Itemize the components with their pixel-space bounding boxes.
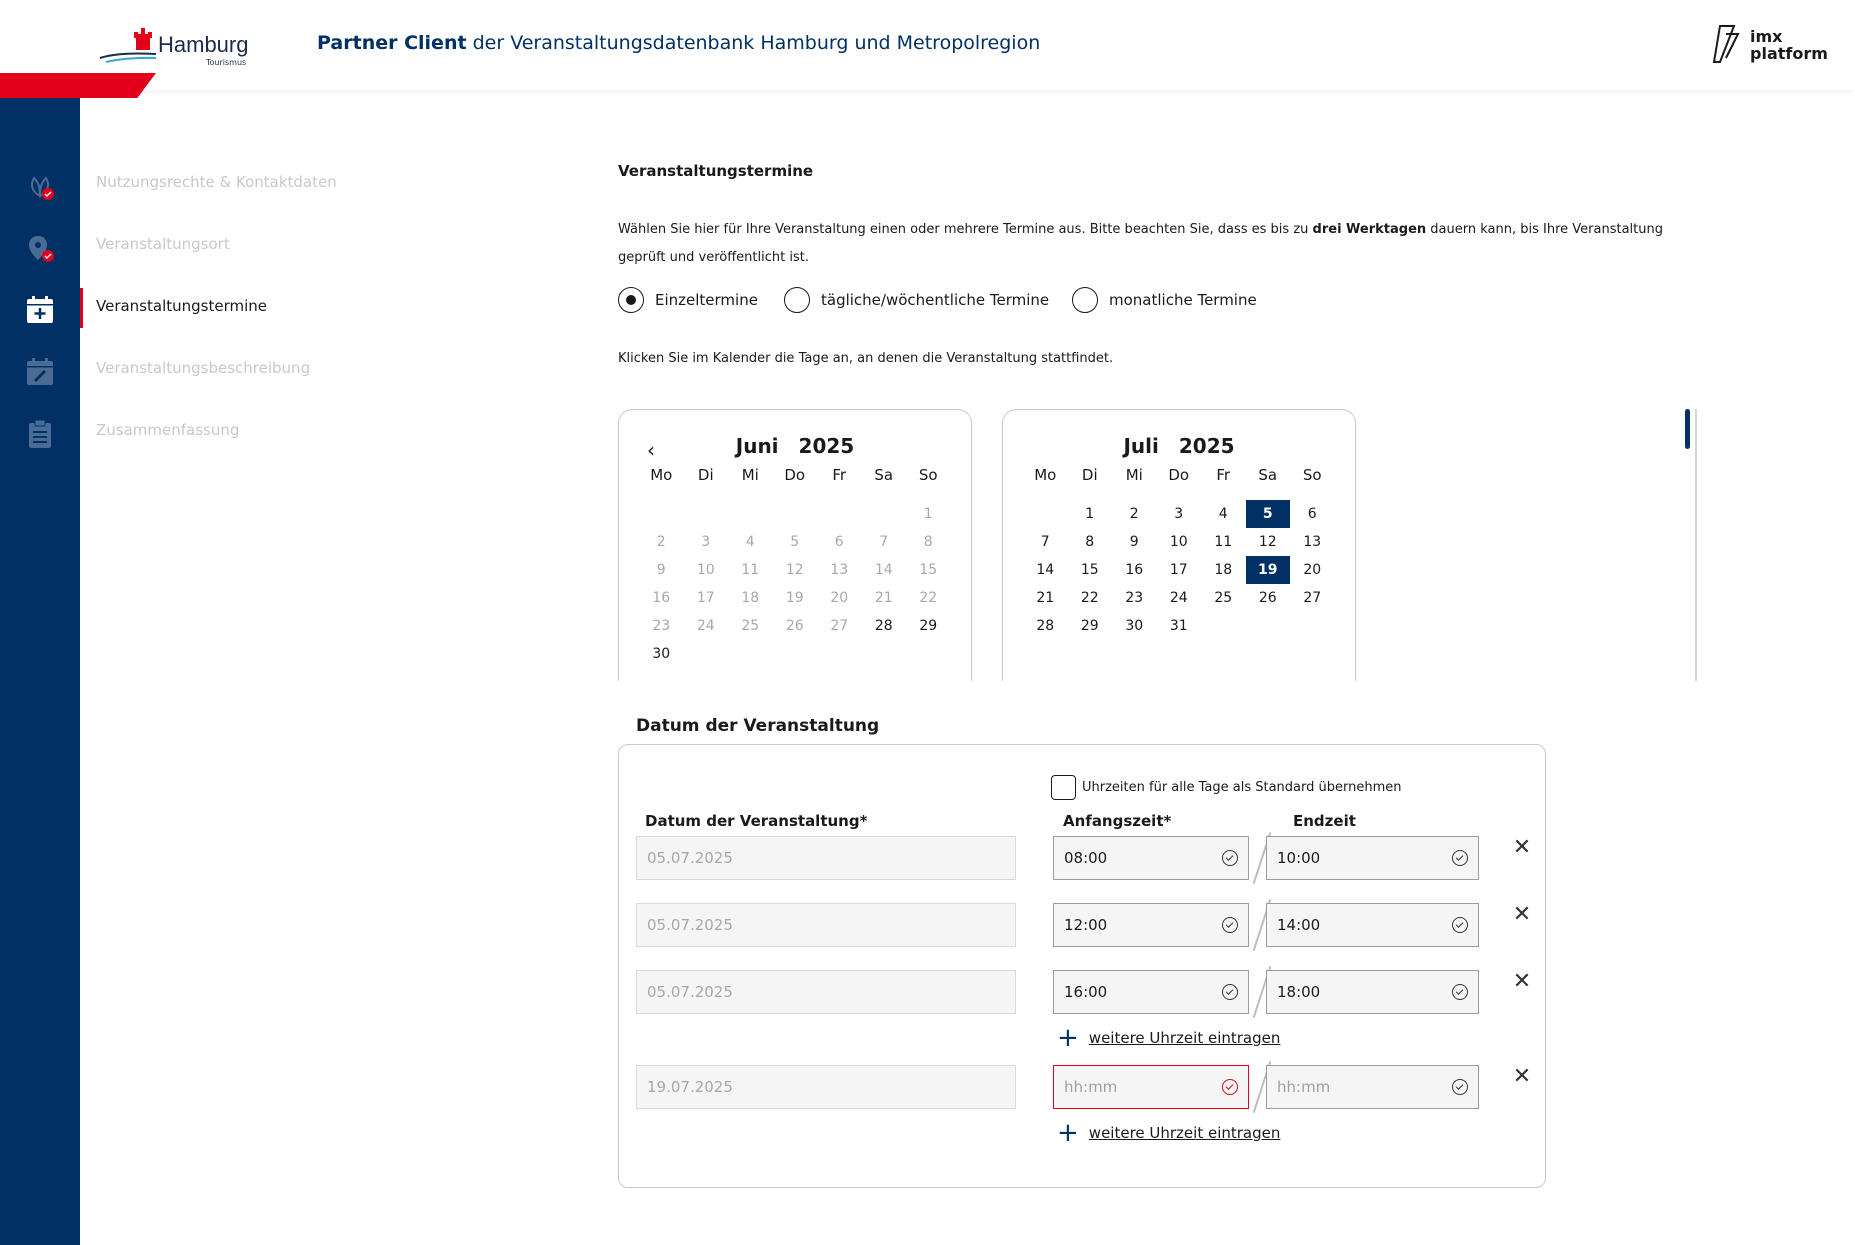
day-grid [1023, 500, 1335, 640]
start-time-placeholder: hh:mm [1064, 1078, 1118, 1096]
calendar-day[interactable]: 23 [1125, 590, 1144, 606]
weekday-label: So [1302, 466, 1322, 484]
calendar-day[interactable]: 6 [1307, 506, 1317, 522]
calendar-header [1003, 434, 1355, 458]
calendar-year: 2025 [1178, 434, 1235, 458]
calendar-day[interactable]: 1 [1085, 506, 1095, 522]
calendar-day[interactable]: 4 [1218, 506, 1228, 522]
calendar-day[interactable]: 27 [1303, 590, 1322, 606]
calendar-day[interactable]: 1 [923, 506, 933, 522]
imx-platform-logo[interactable] [1712, 24, 1828, 66]
clock-icon[interactable] [1222, 850, 1238, 866]
add-time-label: weitere Uhrzeit eintragen [1088, 1029, 1281, 1047]
radio-circle[interactable] [618, 287, 644, 313]
calendar-day[interactable]: 19 [785, 590, 804, 606]
add-time-label: weitere Uhrzeit eintragen [1088, 1124, 1281, 1142]
logo-subtext: Tourismus [206, 58, 247, 67]
radio-circle[interactable] [1072, 287, 1098, 313]
date-field: 05.07.2025 [636, 836, 1016, 880]
calendar-day[interactable]: 26 [1258, 590, 1277, 606]
chevron-left-icon[interactable]: ‹ [647, 438, 655, 462]
calendar-grid [639, 466, 951, 668]
calendar-empty-cell [639, 500, 684, 528]
calendar-day[interactable]: 10 [696, 562, 715, 578]
start-time-value: 16:00 [1064, 983, 1108, 1001]
add-time-link[interactable] [1057, 1023, 1281, 1053]
end-time-placeholder: hh:mm [1277, 1078, 1331, 1096]
date-field: 05.07.2025 [636, 903, 1016, 947]
date-field: 19.07.2025 [636, 1065, 1016, 1109]
calendar-empty-cell [728, 500, 773, 528]
calendar-empty-cell [817, 500, 862, 528]
weekday-label: So [918, 466, 938, 484]
calendar-header [619, 434, 971, 458]
calendar-day[interactable]: 11 [741, 562, 760, 578]
weekday-label: Sa [1258, 466, 1278, 484]
checkbox-label: Uhrzeiten für alle Tage als Standard übernehmen [1082, 780, 1402, 795]
calendar-day[interactable]: 3 [701, 534, 711, 550]
weekday-label: Mi [741, 466, 759, 484]
intro-part1: Wählen Sie hier für Ihre Veranstaltung einen oder mehrere Termine aus. Bitte beachten Sie, dass es bis zu [618, 222, 1313, 237]
calendar-day[interactable]: 8 [1085, 534, 1095, 550]
end-time-input[interactable] [1266, 903, 1479, 947]
start-time-input[interactable] [1053, 970, 1249, 1014]
clock-icon[interactable] [1452, 917, 1468, 933]
weekday-label: Do [784, 466, 806, 484]
calendar-day[interactable]: 9 [1129, 534, 1139, 550]
imx-logo-text [1750, 28, 1828, 62]
intro-text [618, 216, 1708, 272]
calendar-day[interactable]: 6 [834, 534, 844, 550]
calendar-day[interactable]: 24 [696, 618, 715, 634]
calendar-day-selected[interactable]: 19 [1246, 556, 1291, 584]
calendar-empty-cell [1023, 500, 1068, 528]
calendar-day[interactable]: 22 [919, 590, 938, 606]
calendar-day[interactable]: 24 [1169, 590, 1188, 606]
clipboard-icon[interactable] [24, 418, 56, 450]
start-time-value: 12:00 [1064, 916, 1108, 934]
calendar-day[interactable]: 3 [1174, 506, 1184, 522]
calendar-day[interactable]: 5 [790, 534, 800, 550]
calendar-day[interactable]: 15 [919, 562, 938, 578]
calendar-day[interactable]: 2 [656, 534, 666, 550]
calendar-day[interactable]: 27 [830, 618, 849, 634]
calendar-day[interactable]: 28 [1036, 618, 1055, 634]
clock-icon[interactable] [1222, 984, 1238, 1000]
calendar-day[interactable]: 7 [1040, 534, 1050, 550]
plant-check-icon[interactable] [24, 170, 56, 202]
brand-red-strip [0, 73, 156, 98]
clock-icon[interactable] [1452, 1079, 1468, 1095]
imx-logo-icon [1712, 24, 1742, 64]
weekday-label: Di [1081, 466, 1098, 484]
hamburg-logo[interactable] [98, 28, 258, 68]
clock-icon[interactable] [1222, 917, 1238, 933]
weekday-label: Sa [874, 466, 894, 484]
weekday-label: Mo [650, 466, 673, 484]
label-date: Datum der Veranstaltung* [645, 812, 868, 830]
app-header [0, 0, 1855, 90]
calendar-day[interactable]: 20 [830, 590, 849, 606]
location-check-icon[interactable] [24, 232, 56, 264]
calendar-day[interactable]: 18 [1214, 562, 1233, 578]
calendar-day[interactable]: 17 [696, 590, 715, 606]
weekday-label: Di [697, 466, 714, 484]
weekday-label: Fr [832, 466, 847, 484]
end-time-value: 18:00 [1277, 983, 1321, 1001]
calendar-day-selected[interactable]: 5 [1246, 500, 1291, 528]
calendar-day[interactable]: 8 [923, 534, 933, 550]
end-time-input[interactable] [1266, 836, 1479, 880]
calendar-year: 2025 [798, 434, 855, 458]
calendar-day[interactable]: 30 [1125, 618, 1144, 634]
start-time-input-error[interactable] [1053, 1065, 1249, 1109]
start-time-input[interactable] [1053, 836, 1249, 880]
calendar-grid [1023, 466, 1335, 640]
end-time-input[interactable] [1266, 970, 1479, 1014]
clock-icon[interactable] [1452, 984, 1468, 1000]
start-time-input[interactable] [1053, 903, 1249, 947]
calendar-day[interactable]: 12 [785, 562, 804, 578]
radio-taeglich-woechentlich[interactable] [784, 286, 1049, 314]
calendar-edit-icon[interactable] [24, 356, 56, 388]
weekday-label: Mi [1125, 466, 1143, 484]
radio-dot [626, 295, 636, 305]
clock-icon[interactable] [1222, 1079, 1238, 1095]
calendar-day[interactable]: 30 [652, 646, 671, 662]
calendar-june [618, 409, 972, 681]
weekday-row [1023, 466, 1335, 490]
step-veranstaltungsbeschreibung[interactable]: Veranstaltungsbeschreibung [96, 359, 311, 377]
calendar-day[interactable]: 28 [874, 618, 893, 634]
radio-circle[interactable] [784, 287, 810, 313]
calendar-scrollbar-thumb[interactable] [1685, 409, 1690, 449]
calendar-day[interactable]: 13 [1303, 534, 1322, 550]
section-title: Veranstaltungstermine [618, 162, 814, 180]
calendar-day[interactable]: 4 [745, 534, 755, 550]
calendar-day[interactable]: 29 [1080, 618, 1099, 634]
date-field: 05.07.2025 [636, 970, 1016, 1014]
start-time-value: 08:00 [1064, 849, 1108, 867]
calendar-empty-cell [773, 500, 818, 528]
calendar-day[interactable]: 12 [1258, 534, 1277, 550]
step-veranstaltungstermine[interactable]: Veranstaltungstermine [96, 297, 268, 315]
step-veranstaltungsort[interactable]: Veranstaltungsort [96, 235, 230, 253]
calendar-day[interactable]: 29 [919, 618, 938, 634]
checkbox-box[interactable] [1051, 775, 1076, 800]
calendar-day[interactable]: 16 [1125, 562, 1144, 578]
end-time-value: 10:00 [1277, 849, 1321, 867]
calendar-day[interactable]: 7 [879, 534, 889, 550]
calendar-plus-icon[interactable] [24, 294, 56, 326]
radio-label: tägliche/wöchentliche Termine [821, 291, 1050, 309]
calendar-day[interactable]: 14 [1036, 562, 1055, 578]
calendar-day[interactable]: 2 [1129, 506, 1139, 522]
add-time-link[interactable] [1057, 1118, 1281, 1148]
imx-line2: platform [1750, 44, 1828, 63]
logo-text: Hamburg [158, 32, 249, 57]
calendar-day[interactable]: 22 [1080, 590, 1099, 606]
label-end-time: Endzeit [1293, 812, 1356, 830]
calendar-day[interactable]: 26 [785, 618, 804, 634]
plus-icon: + [1057, 1023, 1079, 1053]
header-title [317, 32, 1040, 54]
calendar-day[interactable]: 18 [741, 590, 760, 606]
weekday-label: Fr [1216, 466, 1231, 484]
calendar-hint: Klicken Sie im Kalender die Tage an, an denen die Veranstaltung stattfindet. [618, 351, 1114, 366]
hamburg-castle-icon [98, 28, 158, 68]
calendar-day[interactable]: 21 [1036, 590, 1055, 606]
calendar-day[interactable]: 25 [741, 618, 760, 634]
radio-label: Einzeltermine [655, 291, 758, 309]
calendar-day[interactable]: 14 [874, 562, 893, 578]
active-step-marker [80, 288, 83, 328]
standard-times-checkbox[interactable] [1051, 775, 1402, 800]
header-title-bold: Partner Client [317, 32, 467, 54]
step-nutzungsrechte[interactable]: Nutzungsrechte & Kontaktdaten [96, 173, 337, 191]
weekday-label: Do [1168, 466, 1190, 484]
calendar-day[interactable]: 10 [1169, 534, 1188, 550]
calendar-day[interactable]: 23 [652, 618, 671, 634]
calendar-day[interactable]: 25 [1214, 590, 1233, 606]
remove-row-icon[interactable]: ✕ [1512, 969, 1532, 994]
remove-row-icon[interactable]: ✕ [1512, 835, 1532, 860]
datum-panel [618, 744, 1546, 1188]
calendar-day[interactable]: 20 [1303, 562, 1322, 578]
intro-part2: dauern kann, bis Ihre Veranstaltung geprüft und veröffentlicht ist. [618, 222, 1663, 265]
intro-bold: drei Werktagen [1312, 222, 1427, 237]
clock-icon[interactable] [1452, 850, 1468, 866]
calendar-day[interactable]: 15 [1080, 562, 1099, 578]
label-start-time: Anfangszeit* [1063, 812, 1172, 830]
calendar-day[interactable]: 16 [652, 590, 671, 606]
radio-einzeltermine[interactable] [618, 286, 758, 314]
radio-monatlich[interactable] [1072, 286, 1257, 314]
calendar-day[interactable]: 9 [656, 562, 666, 578]
end-time-value: 14:00 [1277, 916, 1321, 934]
header-title-rest: der Veranstaltungsdatenbank Hamburg und Metropolregion [466, 32, 1041, 54]
calendar-month: Juni [735, 434, 779, 458]
calendar-empty-cell [684, 500, 729, 528]
calendar-month: Juli [1123, 434, 1159, 458]
left-rail [0, 98, 80, 1245]
calendar-day[interactable]: 11 [1214, 534, 1233, 550]
calendar-day[interactable]: 31 [1169, 618, 1188, 634]
calendar-day[interactable]: 13 [830, 562, 849, 578]
weekday-row [639, 466, 951, 490]
datum-title: Datum der Veranstaltung [636, 716, 880, 736]
calendar-day[interactable]: 21 [874, 590, 893, 606]
calendar-scrollbar-track[interactable] [1695, 409, 1697, 681]
step-zusammenfassung[interactable]: Zusammenfassung [96, 421, 240, 439]
plus-icon: + [1057, 1118, 1079, 1148]
weekday-label: Mo [1034, 466, 1057, 484]
calendar-july [1002, 409, 1356, 681]
end-time-input[interactable] [1266, 1065, 1479, 1109]
imx-line1: imx [1750, 27, 1783, 46]
calendar-day[interactable]: 17 [1169, 562, 1188, 578]
calendar-empty-cell [862, 500, 907, 528]
day-grid [639, 500, 951, 668]
remove-row-icon[interactable]: ✕ [1512, 1064, 1532, 1089]
radio-label: monatliche Termine [1109, 291, 1257, 309]
remove-row-icon[interactable]: ✕ [1512, 902, 1532, 927]
